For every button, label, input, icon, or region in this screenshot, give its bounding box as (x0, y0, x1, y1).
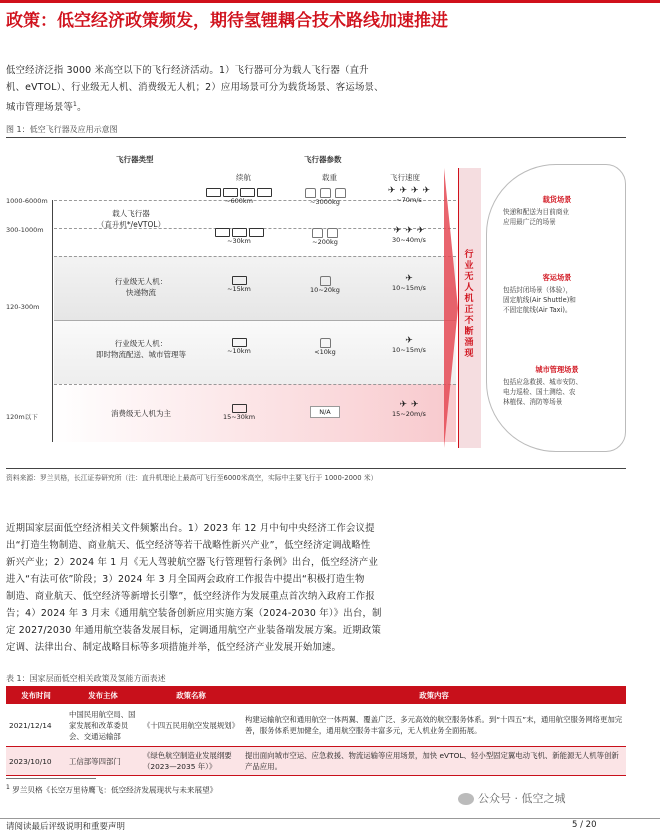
top-accent-line (0, 0, 660, 3)
speed-cell: ✈ ✈ ✈ ✈ ~70m/s (374, 186, 444, 204)
battery-icon (204, 338, 274, 347)
side-label: 行业无人机正不断涌现 (464, 250, 474, 359)
endurance-cell: 15~30km (204, 404, 274, 421)
row-label-consumer: 消费级无人机为主 (111, 409, 171, 418)
table-header: 发布主体 (66, 686, 140, 704)
battery-icon (204, 228, 274, 237)
wechat-icon (458, 793, 474, 805)
footnote-ref: 1 (73, 101, 78, 108)
scene-title: 城市管理场景 (535, 365, 579, 374)
table-header: 发布时间 (6, 686, 66, 704)
watermark: 公众号 · 低空之城 (458, 790, 566, 806)
table-cell: 《绿色航空制造业发展纲要（2023—2035 年）》 (140, 747, 242, 776)
battery-icon (204, 276, 274, 285)
table-cell: 提出面向城市空运、应急救援、物流运输等应用场景，加快 eVTOL、轻小型固定翼电动飞机、新能源无人机等创新产品应用。 (242, 747, 626, 776)
scene-body: 快递和配送为目前商业 应用最广泛的场景 (503, 208, 569, 226)
divider (54, 256, 456, 257)
divider (54, 384, 456, 385)
header-speed: 飞行速度 (390, 173, 420, 182)
load-cell: N/A (290, 406, 360, 418)
figure-bottom-rule (6, 468, 626, 469)
battery-icon (204, 404, 274, 413)
table-header: 政策内容 (242, 686, 626, 704)
arrow-shape (444, 168, 458, 448)
load-cell: <10kg (290, 338, 360, 356)
intro-line: 机、eVTOL）、行业级无人机、消费级无人机；2）应用场景可分为载货场景、客运场景、 (6, 82, 384, 93)
weight-icon (290, 276, 360, 286)
plane-icon: ✈ (405, 336, 413, 346)
header-load: 载重 (322, 173, 337, 182)
row-label-manned: 载人飞行器 （直升机*/eVTOL） (96, 209, 166, 229)
altitude-label: 300-1000m (6, 226, 44, 234)
row-label-city: 行业级无人机： 即时物流配送、城市管理等 (96, 339, 186, 359)
table-cell: 2021/12/14 (6, 704, 66, 747)
intro-line: 城市管理场景等$^1$。 (6, 101, 87, 114)
table-caption: 表 1：国家层面低空相关政策及氢能方面表述 (6, 674, 166, 683)
load-cell: ~200kg (290, 228, 360, 246)
header-params: 飞行器参数 (304, 155, 342, 164)
speed-cell: ✈ 10~15m/s (374, 336, 444, 354)
footnote-separator (6, 778, 96, 779)
header-type: 飞行器类型 (116, 155, 154, 164)
endurance-cell: ~30km (204, 228, 274, 245)
footer-rule (0, 818, 660, 819)
table-cell: 2023/10/10 (6, 747, 66, 776)
endurance-cell: ~15km (204, 276, 274, 293)
endurance-cell: ~600km (204, 188, 274, 205)
altitude-axis (52, 200, 53, 442)
plane-icon: ✈ (405, 274, 413, 284)
table-cell: 构建运输航空和通用航空一体两翼、覆盖广泛、多元高效的航空服务体系。到“十四五”末，通用航空服务网络更加完善，服务体系更加健全，通用航空服务丰富多元，无人机业务全面拓展。 (242, 704, 626, 747)
intro-paragraph (6, 62, 476, 116)
table-row (6, 704, 626, 747)
row-label-logistics: 行业级无人机： 快递物流 (114, 277, 168, 297)
figure-caption: 图 1：低空飞行器及应用示意图 (6, 125, 118, 134)
table-header: 政策名称 (140, 686, 242, 704)
speed-cell: ✈ 10~15m/s (374, 274, 444, 292)
weight-icon (290, 338, 360, 348)
table-cell: 中国民用航空局、国家发展和改革委员会、交通运输部 (66, 704, 140, 747)
page-number: 5 / 20 (572, 820, 597, 830)
table-cell: 《十四五民用航空发展规划》 (140, 704, 242, 747)
scene-body: 包括封闭场景（体验）， 固定航线(Air Shuttle)和 不固定航线(Air Taxi)。 (503, 286, 576, 314)
table-row (6, 747, 626, 776)
policy-paragraph: 近期国家层面低空经济相关文件频繁出台。1）2023 年 12 月中旬中央经济工作会议提 出“打造生物制造、商业航天、低空经济等若干战略性新兴产业”，低空经济定调战略性 新兴产业；2）2024 年 1 月《无人驾驶航空器飞行管理暂行条例》出台，低空经济产业 进入“有法可依”阶段；3）2024 年 3 月全国两会政府工作报告中提出“积极打造生物 制造、商业航天、低空经济等新增长引擎”，低空经济作为发展重点首次纳入政府工作报 告；4）2024 年 3 月末《通用航空装备创新应用实施方案（2024-2030 年）》出台，制 定 2027/2030 年通用航空装备发展目标，定调通用航空产业装备端发展方案。近期政策 定调、法律出台、制定战略目标等多项措施并举，低空经济产业发展开始加速。 (6, 523, 382, 653)
plane-icon: ✈ ✈ ✈ (393, 226, 425, 236)
weight-icon (290, 188, 360, 198)
battery-icon (204, 188, 274, 197)
speed-cell: ✈ ✈ 15~20m/s (374, 400, 444, 418)
header-endurance: 续航 (236, 173, 251, 182)
altitude-label: 120m以下 (6, 413, 38, 421)
load-cell: ~3000kg (290, 188, 360, 206)
load-cell: 10~20kg (290, 276, 360, 294)
footnote: $^1$ 罗兰贝格《长空万里待鹰飞：低空经济发展现状与未来展望》 (6, 784, 218, 795)
scene-title: 载货场景 (542, 195, 572, 204)
scene-title: 客运场景 (542, 273, 572, 282)
plane-icon: ✈ ✈ ✈ ✈ (387, 186, 431, 196)
altitude-label: 120-300m (6, 303, 40, 311)
endurance-cell: ~10km (204, 338, 274, 355)
footer-disclaimer: 请阅读最后评级说明和重要声明 (6, 822, 126, 832)
figure-top-rule (6, 137, 626, 138)
scene-body: 包括应急救援、城市安防、 电力巡检、国土测绘、农 林植保、消防等场景 (503, 378, 583, 406)
intro-line: 低空经济泛指 3000 米高空以下的飞行经济活动。1）飞行器可分为载人飞行器（直升 (6, 65, 369, 76)
altitude-label: 1000-6000m (6, 197, 48, 205)
table-cell: 工信部等四部门 (66, 747, 140, 776)
figure-source: 资料来源：罗兰贝格，长江证券研究所（注：直升机理论上最高可飞行至6000米高空，实际中主要飞行于 1000-2000 米） (6, 474, 378, 482)
speed-cell: ✈ ✈ ✈ 30~40m/s (374, 226, 444, 244)
aircraft-diagram (6, 140, 626, 470)
divider (54, 320, 456, 321)
weight-icon (290, 228, 360, 238)
policy-table (6, 686, 626, 776)
scene-panel (486, 164, 626, 452)
plane-icon: ✈ ✈ (399, 400, 419, 410)
page-title: 政策：低空经济政策频发，期待氢锂耦合技术路线加速推进 (6, 11, 448, 31)
